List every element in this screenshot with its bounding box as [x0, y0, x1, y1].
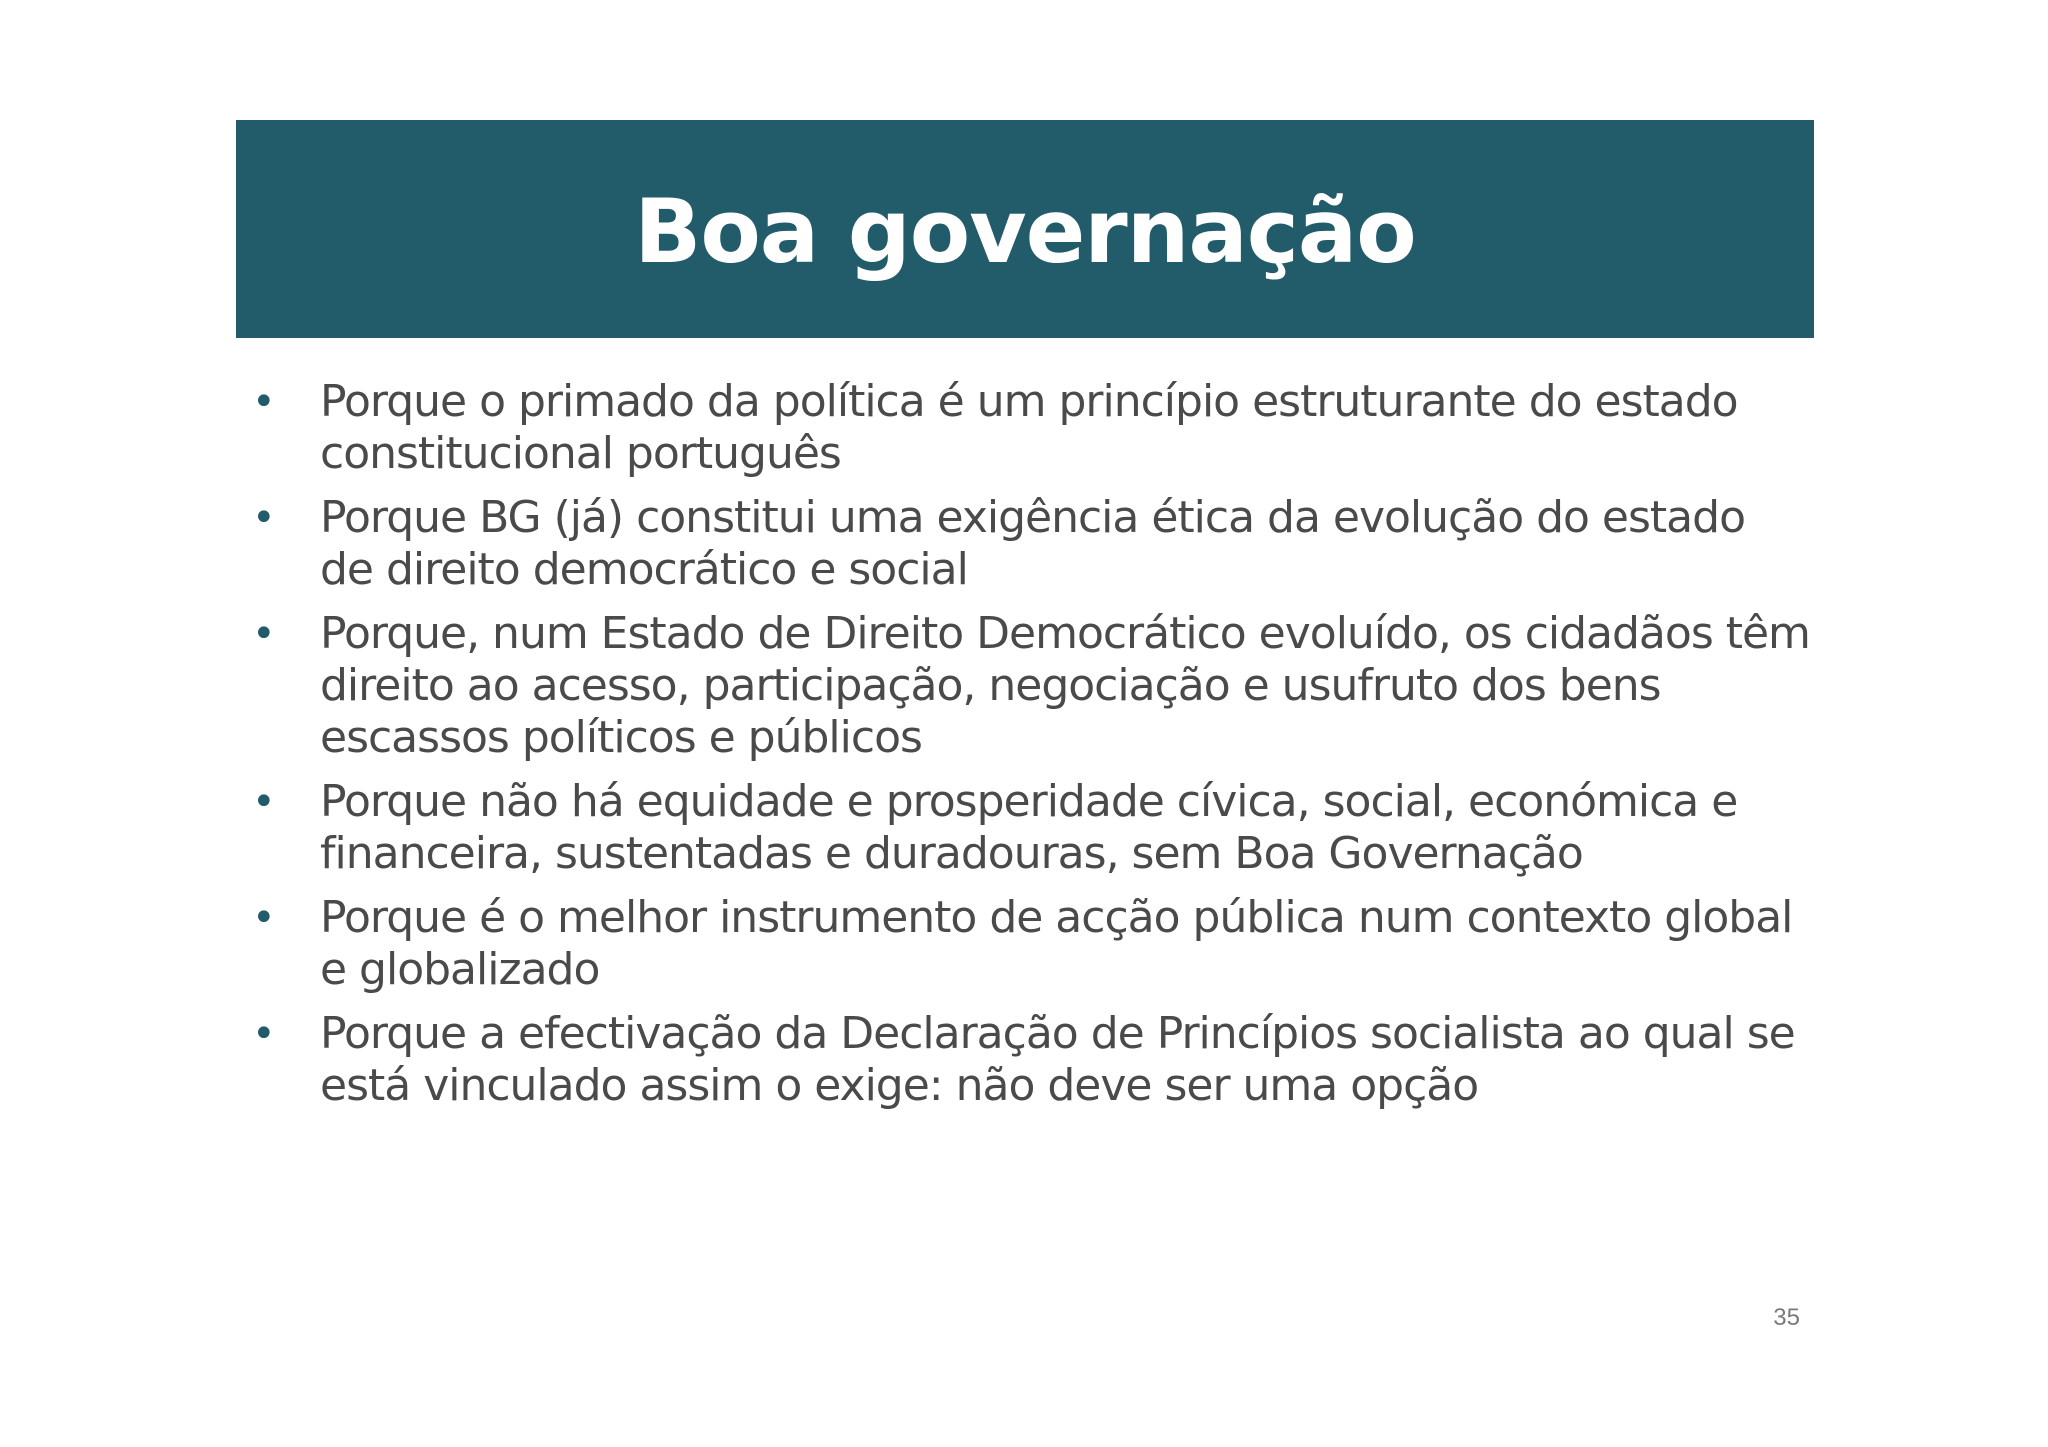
bullet-dot-icon: • [252, 611, 275, 657]
bullet-list [250, 376, 1810, 1124]
bullet-item [250, 376, 1810, 480]
bullet-text: Porque o primado da política é um princípio estruturante do estado constitucional português [320, 376, 1738, 479]
bullet-dot-icon: • [252, 779, 275, 825]
bullet-item [250, 492, 1810, 596]
bullet-text: Porque BG (já) constitui uma exigência ética da evolução do estado de direito democrático e social [320, 492, 1745, 595]
page-number: 35 [1773, 1304, 1800, 1331]
bullet-item [250, 776, 1810, 880]
bullet-item [250, 1008, 1810, 1112]
bullet-dot-icon: • [252, 379, 275, 425]
bullet-text: Porque não há equidade e prosperidade cívica, social, económica e financeira, sustentadas e duradouras, sem Boa Governação [320, 776, 1738, 879]
bullet-item [250, 892, 1810, 996]
bullet-item [250, 608, 1810, 764]
bullet-dot-icon: • [252, 895, 275, 941]
bullet-text: Porque é o melhor instrumento de acção pública num contexto global e globalizado [320, 892, 1793, 995]
slide-title: Boa governação [634, 180, 1416, 283]
title-banner [236, 120, 1814, 338]
bullet-dot-icon: • [252, 1011, 275, 1057]
bullet-text: Porque, num Estado de Direito Democrático evoluído, os cidadãos têm direito ao acesso, participação, negociação e usufruto dos bens escassos políticos e públicos [320, 608, 1810, 763]
bullet-dot-icon: • [252, 495, 275, 541]
bullet-text: Porque a efectivação da Declaração de Princípios socialista ao qual se está vinculado assim o exige: não deve ser uma opção [320, 1008, 1795, 1111]
